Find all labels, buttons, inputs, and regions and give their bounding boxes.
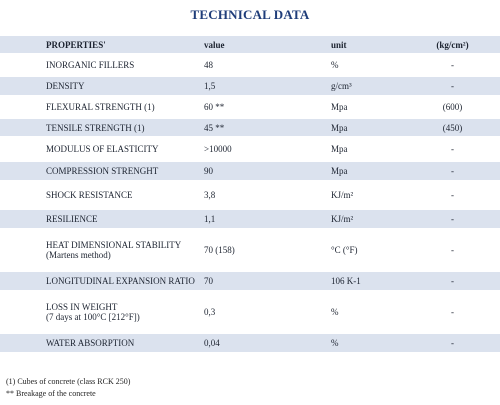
row-value: 60 ** bbox=[204, 102, 225, 112]
row-value: 70 bbox=[204, 276, 213, 286]
footnote-cubes: (1) Cubes of concrete (class RCK 250) bbox=[6, 377, 131, 386]
table-row bbox=[0, 334, 500, 352]
row-kg: - bbox=[451, 338, 454, 348]
row-unit: g/cm³ bbox=[331, 81, 352, 91]
table-row bbox=[0, 290, 500, 334]
row-value: 0,3 bbox=[204, 307, 216, 317]
row-unit: KJ/m² bbox=[331, 214, 354, 224]
row-property: SHOCK RESISTANCE bbox=[46, 190, 133, 200]
row-kg: (450) bbox=[442, 122, 463, 133]
row-kg: - bbox=[451, 60, 454, 70]
row-value: 70 (158) bbox=[204, 245, 235, 255]
table-row bbox=[0, 210, 500, 228]
row-property: RESILIENCE bbox=[46, 214, 98, 224]
row-property: INORGANIC FILLERS bbox=[46, 60, 135, 70]
row-property-line1: LOSS IN WEIGHT bbox=[46, 302, 118, 312]
row-value: 48 bbox=[204, 60, 213, 70]
footnote-breakage: ** Breakage of the concrete bbox=[6, 389, 96, 398]
row-value: 1,5 bbox=[204, 81, 216, 91]
row-property: COMPRESSION STRENGHT bbox=[46, 166, 159, 176]
header-kg: (kg/cm²) bbox=[436, 39, 469, 50]
table-row bbox=[0, 77, 500, 95]
table-row bbox=[0, 53, 500, 77]
row-unit: 106 K-1 bbox=[331, 276, 361, 286]
technical-data-table bbox=[0, 36, 500, 352]
table-row bbox=[0, 162, 500, 180]
row-kg: - bbox=[451, 245, 454, 255]
row-value: 1,1 bbox=[204, 214, 216, 224]
page-title: TECHNICAL DATA bbox=[190, 7, 310, 22]
row-property bbox=[46, 290, 196, 334]
row-value: 90 bbox=[204, 166, 213, 176]
row-value: >10000 bbox=[204, 144, 232, 154]
row-unit: % bbox=[331, 60, 339, 70]
table-row bbox=[0, 95, 500, 119]
row-kg: (600) bbox=[442, 102, 463, 112]
row-kg: - bbox=[451, 307, 454, 317]
row-kg: - bbox=[451, 81, 454, 91]
row-property: DENSITY bbox=[46, 81, 85, 91]
row-property: FLEXURAL STRENGTH (1) bbox=[46, 102, 155, 112]
row-property: LONGITUDINAL EXPANSION RATIO bbox=[46, 276, 195, 286]
row-kg: - bbox=[451, 144, 454, 154]
row-kg: - bbox=[451, 214, 454, 224]
row-unit: Mpa bbox=[331, 166, 348, 176]
row-property-line1: HEAT DIMENSIONAL STABILITY bbox=[46, 240, 182, 250]
row-property-line2: (Martens method) bbox=[46, 250, 111, 260]
row-unit: KJ/m² bbox=[331, 190, 354, 200]
row-unit: Mpa bbox=[331, 102, 348, 112]
table-row bbox=[0, 180, 500, 210]
header-unit: unit bbox=[331, 39, 347, 50]
row-property: MODULUS OF ELASTICITY bbox=[46, 144, 159, 154]
row-value: 0,04 bbox=[204, 338, 220, 348]
table-row bbox=[0, 272, 500, 290]
row-property-line2: (7 days at 100°C [212°F]) bbox=[46, 312, 140, 322]
row-unit: Mpa bbox=[331, 122, 348, 133]
table-row bbox=[0, 119, 500, 136]
row-property: WATER ABSORPTION bbox=[46, 338, 135, 348]
row-unit: % bbox=[331, 338, 339, 348]
row-unit: Mpa bbox=[331, 144, 348, 154]
table-header-row bbox=[0, 36, 500, 53]
header-properties: PROPERTIES' bbox=[46, 39, 106, 50]
row-value: 45 ** bbox=[204, 122, 225, 133]
row-kg: - bbox=[451, 166, 454, 176]
row-kg: - bbox=[451, 190, 454, 200]
table-row bbox=[0, 228, 500, 272]
header-value: value bbox=[204, 39, 225, 50]
table-row bbox=[0, 136, 500, 162]
row-unit: °C (°F) bbox=[331, 245, 358, 255]
row-unit: % bbox=[331, 307, 339, 317]
row-value: 3,8 bbox=[204, 190, 216, 200]
row-property: TENSILE STRENGTH (1) bbox=[46, 122, 145, 133]
row-kg: - bbox=[451, 276, 454, 286]
row-property bbox=[46, 228, 196, 272]
